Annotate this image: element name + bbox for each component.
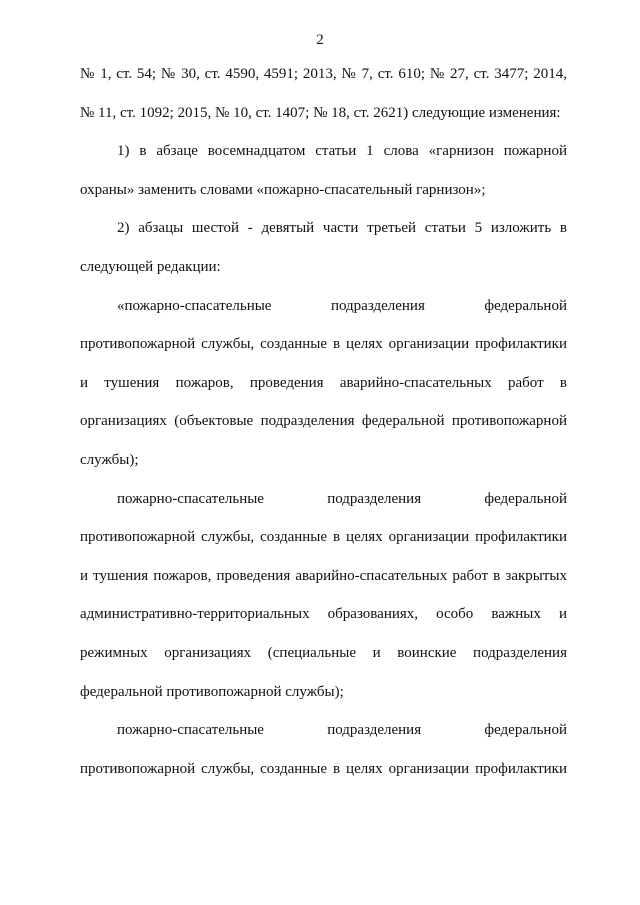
text-line: службы); bbox=[80, 451, 139, 468]
page-number: 2 bbox=[316, 32, 324, 48]
text-line: «пожарно-спасательные подразделения федеральной bbox=[117, 297, 567, 314]
text-line: и тушения пожаров, проведения аварийно-спасательных работ в закрытых bbox=[80, 567, 567, 584]
text-line: следующей редакции: bbox=[80, 258, 221, 275]
text-line: пожарно-спасательные подразделения федеральной bbox=[117, 490, 567, 507]
text-line: противопожарной службы, созданные в целях организации профилактики bbox=[80, 760, 567, 777]
text-line: и тушения пожаров, проведения аварийно-спасательных работ в bbox=[80, 374, 567, 391]
text-line: № 11, ст. 1092; 2015, № 10, ст. 1407; № 18, ст. 2621) следующие изменения: bbox=[80, 104, 561, 121]
text-line: противопожарной службы, созданные в целях организации профилактики bbox=[80, 529, 567, 546]
text-line: противопожарной службы, созданные в целях организации профилактики bbox=[80, 336, 567, 353]
document-body bbox=[80, 64, 567, 797]
text-line: административно-территориальных образованиях, особо важных и bbox=[80, 606, 567, 623]
text-line: организациях (объектовые подразделения федеральной противопожарной bbox=[80, 413, 567, 430]
text-line: 1) в абзаце восемнадцатом статьи 1 слова «гарнизон пожарной bbox=[117, 143, 567, 160]
text-line: охраны» заменить словами «пожарно-спасательный гарнизон»; bbox=[80, 181, 486, 198]
text-line: 2) абзацы шестой - девятый части третьей статьи 5 изложить в bbox=[117, 220, 567, 237]
text-line: пожарно-спасательные подразделения федеральной bbox=[117, 722, 567, 739]
text-line: № 1, ст. 54; № 30, ст. 4590, 4591; 2013, № 7, ст. 610; № 27, ст. 3477; 2014, bbox=[80, 66, 567, 82]
text-line: режимных организациях (специальные и воинские подразделения bbox=[80, 644, 567, 661]
text-line: федеральной противопожарной службы); bbox=[80, 683, 344, 700]
